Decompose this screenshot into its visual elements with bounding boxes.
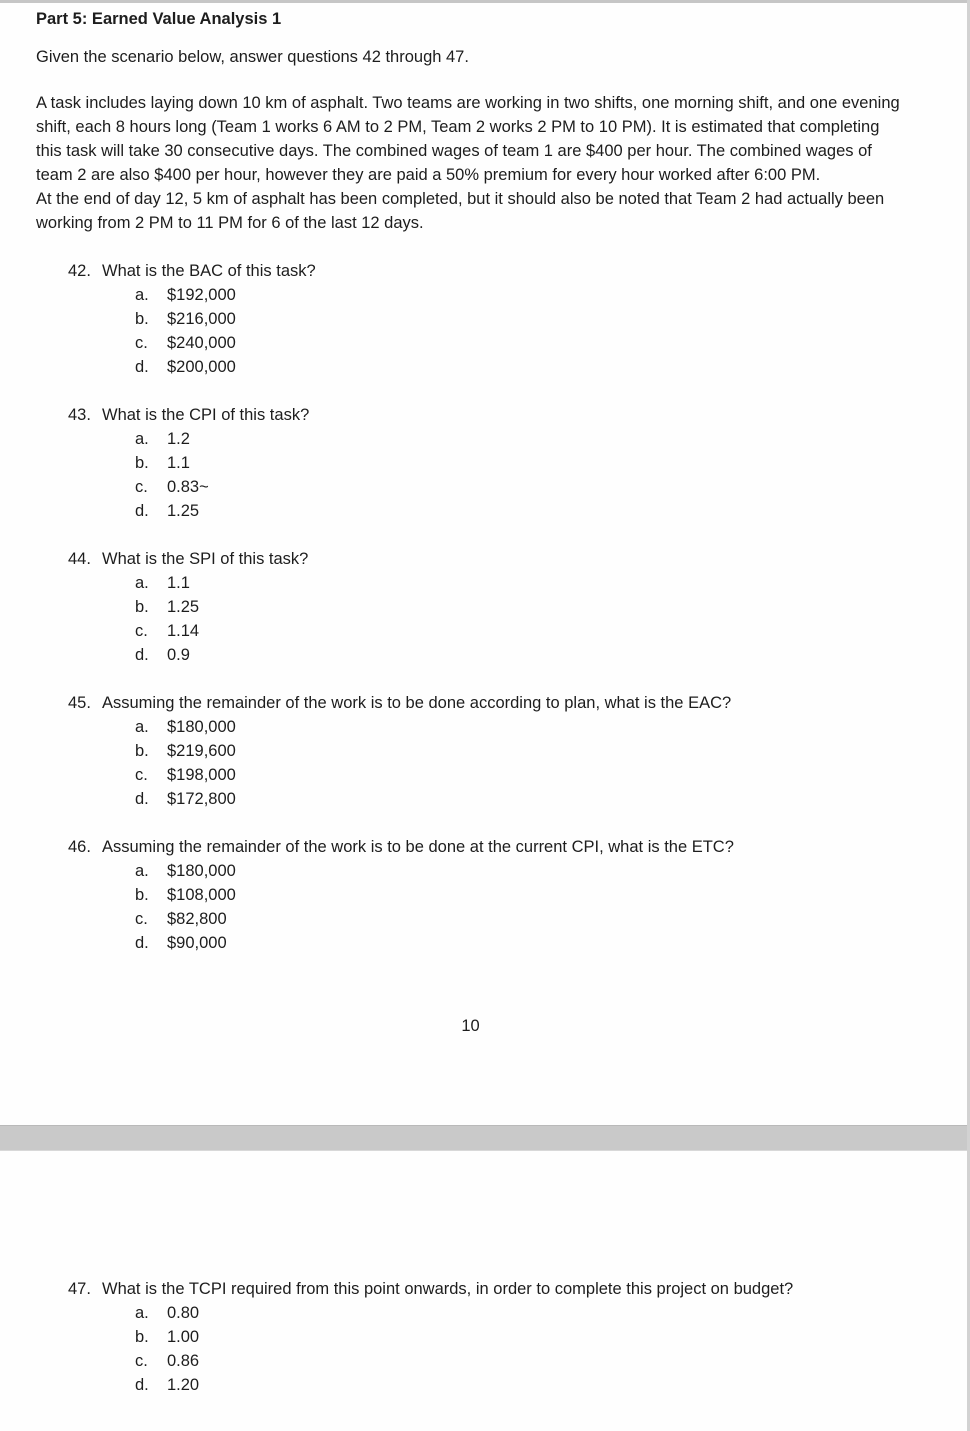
question-number: 42. — [68, 262, 91, 280]
question-45 — [68, 691, 905, 811]
option-letter: d. — [135, 358, 149, 376]
option-c — [135, 331, 905, 355]
option-value: $200,000 — [167, 358, 236, 376]
option-a — [135, 283, 905, 307]
option-d — [135, 931, 905, 955]
option-value: $82,800 — [167, 910, 227, 928]
option-value: $198,000 — [167, 766, 236, 784]
page-break-divider — [0, 1125, 967, 1151]
option-letter: b. — [135, 1328, 149, 1346]
option-value: 1.20 — [167, 1376, 200, 1394]
question-line — [68, 691, 905, 715]
question-number: 46. — [68, 838, 91, 856]
option-a — [135, 427, 905, 451]
question-43 — [68, 403, 905, 523]
question-text: What is the TCPI required from this point onwards, in order to complete this project on budget? — [102, 1280, 794, 1298]
options-list — [135, 283, 905, 379]
option-value: $192,000 — [167, 286, 236, 304]
option-letter: c. — [135, 910, 148, 928]
option-b — [135, 451, 905, 475]
option-letter: d. — [135, 646, 149, 664]
option-value: 1.2 — [167, 430, 190, 448]
option-a — [135, 571, 905, 595]
option-letter: c. — [135, 1352, 148, 1370]
document-content — [0, 3, 967, 1397]
option-letter: c. — [135, 766, 148, 784]
option-b — [135, 307, 905, 331]
question-number: 44. — [68, 550, 91, 568]
option-letter: a. — [135, 862, 149, 880]
option-value: 0.86 — [167, 1352, 200, 1370]
option-letter: a. — [135, 430, 149, 448]
options-list — [135, 715, 905, 811]
page-number: 10 — [461, 1017, 480, 1035]
question-text: What is the SPI of this task? — [102, 550, 309, 568]
option-letter: c. — [135, 478, 148, 496]
option-value: 0.80 — [167, 1304, 200, 1322]
question-line — [68, 1277, 905, 1301]
option-letter: c. — [135, 334, 148, 352]
option-d — [135, 355, 905, 379]
options-list — [135, 1301, 905, 1397]
option-b — [135, 1325, 905, 1349]
option-value: 1.25 — [167, 502, 200, 520]
question-text: Assuming the remainder of the work is to be done at the current CPI, what is the ETC? — [102, 838, 734, 856]
intro-text: Given the scenario below, answer questions 42 through 47. — [36, 48, 469, 66]
option-letter: b. — [135, 454, 149, 472]
option-value: 1.1 — [167, 454, 190, 472]
option-d — [135, 1373, 905, 1397]
option-value: 0.9 — [167, 646, 190, 664]
question-number: 45. — [68, 694, 91, 712]
scenario — [36, 91, 905, 235]
question-number: 43. — [68, 406, 91, 424]
question-text: Assuming the remainder of the work is to be done according to plan, what is the EAC? — [102, 694, 732, 712]
question-line — [68, 835, 905, 859]
options-list — [135, 859, 905, 955]
option-letter: b. — [135, 742, 149, 760]
option-d — [135, 499, 905, 523]
option-b — [135, 883, 905, 907]
option-b — [135, 595, 905, 619]
question-line — [68, 403, 905, 427]
option-letter: b. — [135, 598, 149, 616]
option-b — [135, 739, 905, 763]
option-value: 1.1 — [167, 574, 190, 592]
option-c — [135, 907, 905, 931]
option-d — [135, 643, 905, 667]
options-list — [135, 427, 905, 523]
option-d — [135, 787, 905, 811]
option-letter: a. — [135, 718, 149, 736]
option-value: $108,000 — [167, 886, 236, 904]
question-line — [68, 547, 905, 571]
question-number: 47. — [68, 1280, 91, 1298]
scenario-paragraph-2: At the end of day 12, 5 km of asphalt has been completed, but it should also be noted that Team 2 had actually been working from 2 PM to 11 PM for 6 of the last 12 days. — [36, 190, 885, 232]
question-line — [68, 259, 905, 283]
option-letter: b. — [135, 886, 149, 904]
option-value: $180,000 — [167, 718, 236, 736]
question-text: What is the BAC of this task? — [102, 262, 316, 280]
option-letter: a. — [135, 574, 149, 592]
option-letter: c. — [135, 622, 148, 640]
option-value: $240,000 — [167, 334, 236, 352]
option-value: $180,000 — [167, 862, 236, 880]
question-text: What is the CPI of this task? — [102, 406, 310, 424]
option-c — [135, 1349, 905, 1373]
option-c — [135, 763, 905, 787]
option-value: 0.83~ — [167, 478, 209, 496]
scenario-paragraph-1: A task includes laying down 10 km of asphalt. Two teams are working in two shifts, one morning shift, and one evening shift, each 8 hours long (Team 1 works 6 AM to 2 PM, Team 2 works 2 PM to 10 PM). It is estimated that completing this task will take 30 consecutive days. The combined wages of team 1 are $400 per hour. The combined wages of team 2 are also $400 per hour, however they are paid a 50% premium for every hour worked after 6:00 PM. — [36, 94, 900, 184]
options-list — [135, 571, 905, 667]
question-42 — [68, 259, 905, 379]
option-value: $219,600 — [167, 742, 236, 760]
option-letter: d. — [135, 1376, 149, 1394]
option-letter: d. — [135, 790, 149, 808]
option-value: $216,000 — [167, 310, 236, 328]
option-letter: b. — [135, 310, 149, 328]
option-value: 1.00 — [167, 1328, 200, 1346]
question-46 — [68, 835, 905, 955]
option-value: $90,000 — [167, 934, 227, 952]
option-letter: d. — [135, 934, 149, 952]
option-value: 1.14 — [167, 622, 200, 640]
option-letter: a. — [135, 286, 149, 304]
option-a — [135, 1301, 905, 1325]
part-title: Part 5: Earned Value Analysis 1 — [36, 10, 282, 28]
option-letter: d. — [135, 502, 149, 520]
option-value: $172,800 — [167, 790, 236, 808]
option-a — [135, 715, 905, 739]
question-44 — [68, 547, 905, 667]
option-c — [135, 475, 905, 499]
option-value: 1.25 — [167, 598, 200, 616]
question-47 — [68, 1277, 905, 1397]
option-a — [135, 859, 905, 883]
option-c — [135, 619, 905, 643]
option-letter: a. — [135, 1304, 149, 1322]
